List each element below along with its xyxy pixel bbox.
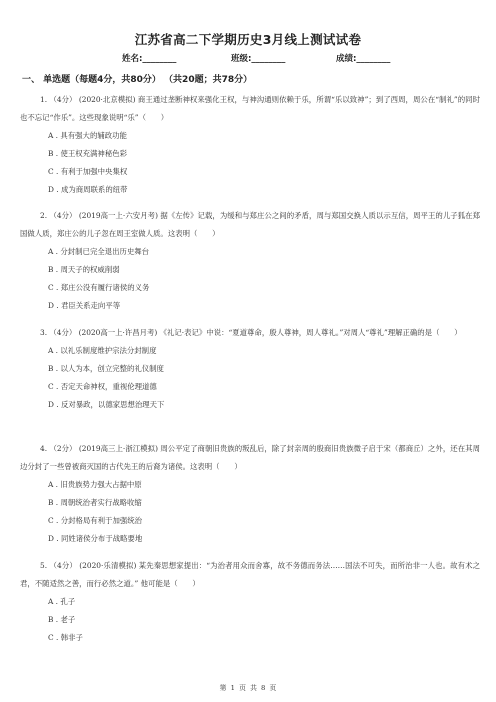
page-footer: 第 1 页 共 8 页: [219, 684, 277, 692]
option-c: C . 有利于加强中央集权: [48, 167, 128, 176]
student-info-line: [0, 52, 496, 66]
option-a: A . 孔子: [48, 597, 76, 606]
question-stem: 4. （2分） (2019高三上·浙江模拟) 周公平定了商朝旧贵族的叛乱后，除了封亲周的殷商旧贵族微子启于宋（都商丘）之外，还在其周边分封了一些曾被商灭国的古代先王的后裔为诸侯。这表明（ ）: [20, 444, 480, 471]
option-c: C . 否定天命神权，重视伦理道德: [48, 382, 157, 391]
option-c: C . 分封格局有利于加强统治: [48, 516, 143, 525]
option-d: D . 君臣关系走向平等: [48, 301, 121, 310]
question-stem: 1. （4分） (2020·北京模拟) 商王通过垄断神权来强化王权，与神沟通则依赖于乐，所谓“乐以致神”；到了西周，周公在“制礼”的同时也不忘记“作乐”。这些现象说明“乐”（ ）: [20, 95, 480, 122]
question-3: [20, 324, 480, 414]
option-a: A . 分封制已完全退出历史舞台: [48, 247, 150, 256]
question-1: [20, 91, 480, 199]
question-stem: 3. （4分） (2020高一上·许昌月考) 《礼记·表记》中说：“夏道尊命，殷人尊神，周人尊礼。”对周人“尊礼”理解正确的是（ ）: [40, 328, 462, 337]
score-field: 成绩:________: [336, 54, 391, 64]
option-b: B . 周朝统治者实行战略收缩: [48, 498, 142, 507]
option-a: A . 具有强大的辅政功能: [48, 131, 127, 140]
question-stem: 5. （4分） (2020·乐清模拟) 某先秦思想家提出：“为治者用众而舍寡，故不务德而务法……国法不可失，而所治非一人也。故有术之君，不随适然之善，而行必然之道。” 他可能是（ ）: [20, 561, 480, 588]
page-title: 江苏省高二下学期历史3月线上测试试卷: [134, 32, 362, 47]
question-4: [20, 440, 480, 548]
class-field: 班级:________: [231, 54, 286, 64]
option-b: B . 老子: [48, 615, 76, 624]
option-a: A . 旧贵族势力强大占据中原: [48, 480, 142, 489]
question-2: [20, 207, 480, 315]
option-b: B . 周天子的权威削弱: [48, 265, 120, 274]
name-field: 姓名:________: [122, 54, 177, 64]
question-stem: 2. （4分） (2019高一上·六安月考) 据《左传》记载，为缓和与郑庄公之间的矛盾，周与郑国交换人质以示互信，周平王的儿子狐在郑国做人质，郑庄公的儿子忽在周王室做人质。这表明（ ）: [20, 211, 480, 238]
option-b: B . 以人为本，创立完整的礼仪制度: [48, 364, 164, 373]
option-a: A . 以礼乐制度维护宗法分封制度: [48, 346, 157, 355]
question-5: [20, 557, 480, 647]
option-d: D . 反对暴政，以德家思想治理天下: [48, 400, 165, 409]
section-heading: 一、 单选题（每题4分，共80分） （共20题；共78分）: [22, 75, 253, 85]
option-b: B . 使王权充满神秘色彩: [48, 149, 127, 158]
option-d: D . 同姓诸侯分布于战略要地: [48, 534, 143, 543]
option-c: C . 韩非子: [48, 633, 83, 642]
option-c: C . 郑庄公没有履行诸侯的义务: [48, 283, 150, 292]
option-d: D . 成为商周联系的纽带: [48, 185, 128, 194]
